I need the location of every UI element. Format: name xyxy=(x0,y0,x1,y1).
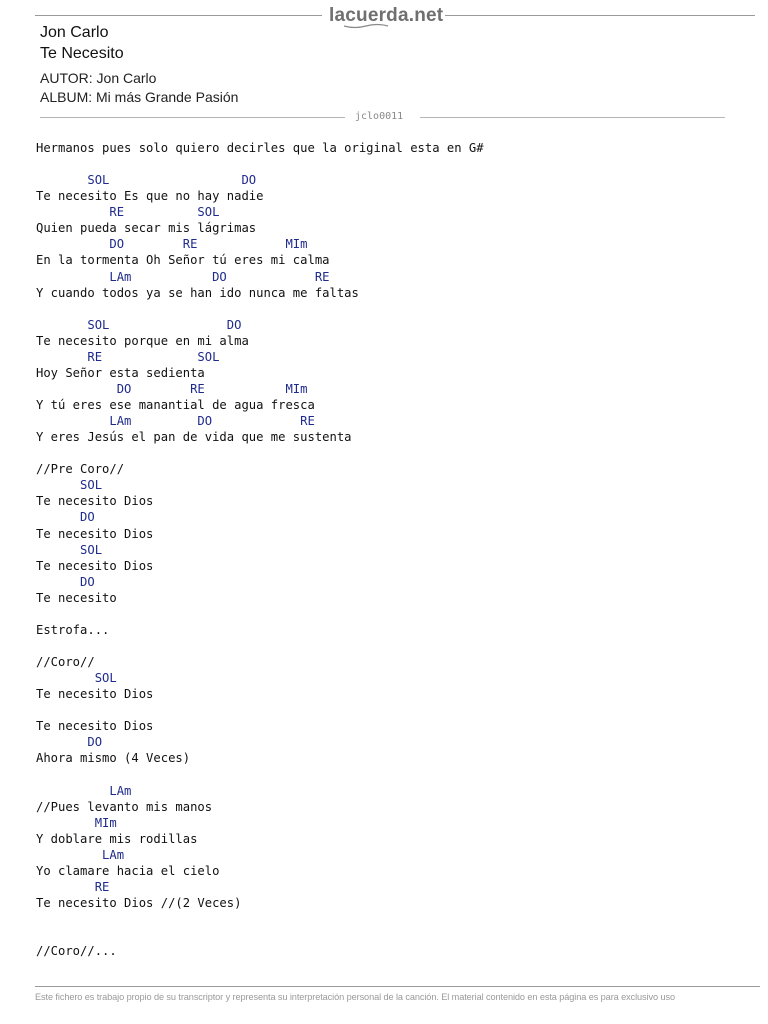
lyric-line: Te necesito xyxy=(36,590,117,605)
lyric-line: Hermanos pues solo quiero decirles que la original esta en G# xyxy=(36,141,484,155)
chord-line: RE SOL xyxy=(36,349,220,364)
header-rule-left xyxy=(35,15,322,16)
blank-line xyxy=(36,301,484,317)
blank-line xyxy=(36,606,484,622)
blank-line xyxy=(36,702,484,718)
lyric-line: En la tormenta Oh Señor tú eres mi calma xyxy=(36,253,330,268)
chord-line: LAm xyxy=(36,847,125,862)
lyric-line: Te necesito Dios xyxy=(36,494,154,509)
footer-rule xyxy=(35,986,760,987)
lyric-line: Hoy Señor esta sedienta xyxy=(36,365,205,380)
chord-line: SOL xyxy=(36,671,117,686)
lyric-line: Y cuando todos ya se han ido nunca me faltas xyxy=(36,285,359,300)
blank-line xyxy=(36,156,484,172)
lyric-line: Te necesito Dios xyxy=(36,719,154,734)
logo-swirl-icon xyxy=(343,23,389,29)
lyric-line: //Coro//... xyxy=(36,944,117,959)
chord-line: RE SOL xyxy=(36,205,220,220)
blank-line xyxy=(36,927,484,943)
chord-line: RE xyxy=(36,879,110,894)
lyric-line: Yo clamare hacia el cielo xyxy=(36,863,220,878)
chord-line: LAm xyxy=(36,783,132,798)
lyric-line: Te necesito Dios //(2 Veces) xyxy=(36,895,242,910)
chord-line: LAm DO RE xyxy=(36,269,330,284)
chord-line: DO xyxy=(36,574,95,589)
lyric-line: Y tú eres ese manantial de agua fresca xyxy=(36,398,315,412)
chord-line: LAm DO RE xyxy=(36,414,315,429)
chord-line: SOL xyxy=(36,542,103,557)
chord-line: DO xyxy=(36,735,103,750)
chord-line: SOL DO xyxy=(36,317,242,332)
lyric-line: //Pues levanto mis manos xyxy=(36,799,213,814)
footer xyxy=(35,986,760,1002)
blank-line xyxy=(36,445,484,461)
header-rule-right xyxy=(445,15,755,16)
site-logo[interactable] xyxy=(329,4,444,28)
lyric-line: Te necesito Dios xyxy=(36,526,154,541)
blank-line xyxy=(36,911,484,927)
chord-line: DO xyxy=(36,510,95,525)
song-code-divider xyxy=(40,110,725,124)
chord-line: SOL xyxy=(36,478,103,493)
song-album: ALBUM: Mi más Grande Pasión xyxy=(40,89,239,105)
chord-line: SOL DO xyxy=(36,173,257,188)
lyric-line: Te necesito Dios xyxy=(36,687,154,702)
lyric-line: Te necesito porque en mi alma xyxy=(36,333,249,348)
lyrics-body xyxy=(36,140,484,959)
lyric-line: Quien pueda secar mis lágrimas xyxy=(36,221,257,236)
lyric-line: Estrofa... xyxy=(36,622,110,637)
lyric-line: //Pre Coro// xyxy=(36,462,125,477)
code-rule-right xyxy=(420,117,725,118)
chord-line: DO RE MIm xyxy=(36,237,308,252)
lyric-line: Te necesito Es que no hay nadie xyxy=(36,189,264,204)
code-rule-left xyxy=(40,117,345,118)
chord-line: MIm xyxy=(36,815,117,830)
lyric-line: Te necesito Dios xyxy=(36,558,154,573)
lyric-line: //Coro// xyxy=(36,655,95,669)
lyric-line: Y doblare mis rodillas xyxy=(36,831,198,846)
lyric-line: Y eres Jesús el pan de vida que me sustenta xyxy=(36,430,352,445)
site-header xyxy=(35,4,755,28)
lyric-line: Ahora mismo (4 Veces) xyxy=(36,751,191,766)
footer-disclaimer: Este fichero es trabajo propio de su transcriptor y representa su interpretación personal de la canción. El material contenido en esta página es para exclusivo uso xyxy=(35,992,675,1002)
song-autor: AUTOR: Jon Carlo xyxy=(40,70,157,86)
chord-line: DO RE MIm xyxy=(36,381,308,396)
song-artist[interactable]: Jon Carlo xyxy=(40,24,109,41)
site-logo-text: lacuerda.net xyxy=(329,5,444,26)
song-title: Te Necesito xyxy=(40,45,124,62)
song-code: jclo0011 xyxy=(355,111,404,122)
blank-line xyxy=(36,766,484,782)
blank-line xyxy=(36,638,484,654)
